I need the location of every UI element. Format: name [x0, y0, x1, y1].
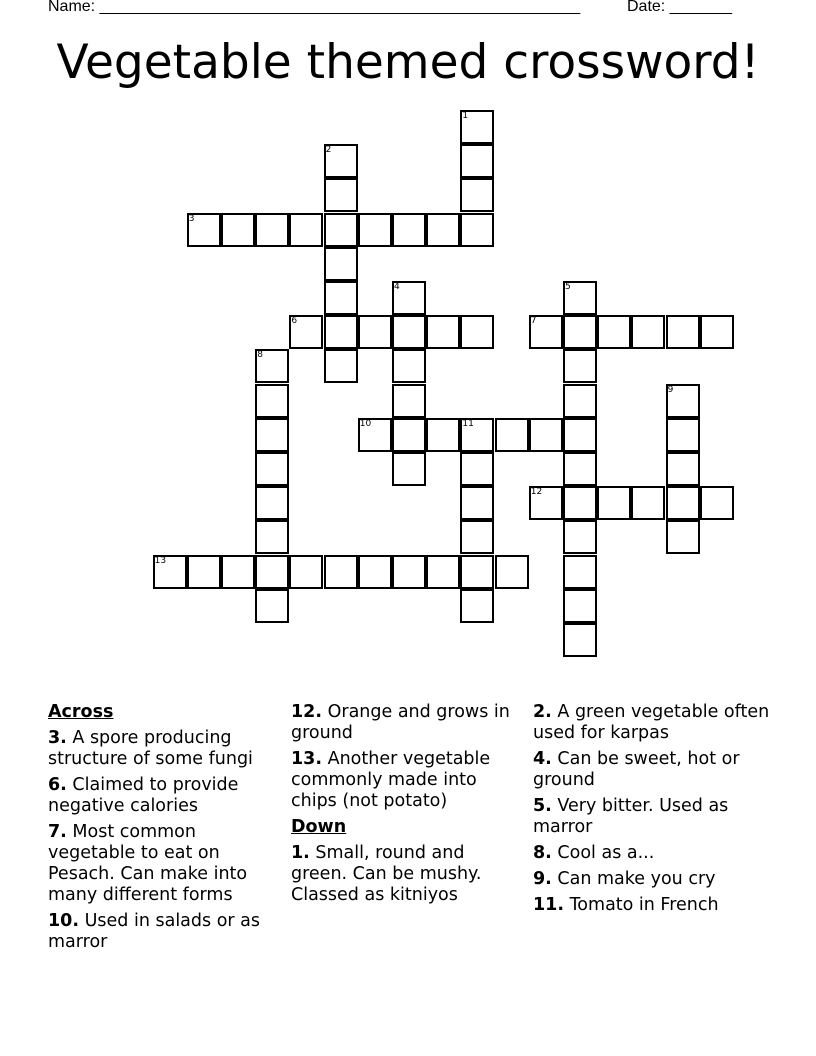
crossword-cell[interactable] [631, 486, 665, 520]
clue-number: 9. [533, 869, 552, 889]
crossword-clue-number: 8 [257, 350, 263, 361]
clue-text: Orange and grows in ground [291, 702, 510, 743]
clue-across-13 [291, 749, 523, 812]
crossword-cell[interactable] [255, 452, 289, 486]
crossword-cell[interactable] [392, 555, 426, 589]
crossword-cell[interactable] [392, 384, 426, 418]
crossword-clue-number: 12 [530, 487, 543, 498]
clues-column-1 [48, 702, 280, 958]
clue-text: A green vegetable often used for karpas [533, 702, 770, 743]
crossword-cell[interactable] [358, 315, 392, 349]
crossword-cell[interactable] [563, 589, 597, 623]
clue-number: 2. [533, 702, 552, 722]
clue-down-1 [291, 843, 523, 906]
clue-text: Can be sweet, hot or ground [533, 749, 740, 790]
crossword-cell[interactable] [460, 452, 494, 486]
crossword-cell[interactable] [460, 213, 494, 247]
crossword-cell[interactable] [666, 452, 700, 486]
crossword-clue-number: 9 [667, 384, 674, 395]
crossword-cell[interactable] [255, 555, 289, 589]
clue-number: 12. [291, 702, 323, 722]
clue-text: Another vegetable commonly made into chips (not potato) [291, 749, 491, 811]
clue-down-5 [533, 796, 773, 838]
crossword-cell[interactable] [700, 486, 734, 520]
crossword-cell[interactable] [324, 349, 358, 383]
crossword-cell[interactable] [324, 178, 358, 212]
clue-text: Very bitter. Used as marror [533, 796, 729, 837]
crossword-cell[interactable] [597, 486, 631, 520]
crossword-clue-number: 10 [359, 418, 372, 429]
clue-number: 4. [533, 749, 552, 769]
clue-number: 8. [533, 843, 552, 863]
crossword-clue-number: 2 [325, 145, 332, 156]
crossword-cell[interactable] [563, 418, 597, 452]
crossword-cell[interactable] [392, 418, 426, 452]
crossword-cell[interactable] [255, 520, 289, 554]
crossword-cell[interactable] [563, 349, 597, 383]
crossword-cell[interactable] [426, 213, 460, 247]
name-field-label: Name: ______________________________________________________ [48, 0, 581, 15]
clue-number: 11. [533, 895, 565, 915]
date-field-label: Date: _______ [627, 0, 732, 15]
clue-across-3 [48, 728, 280, 770]
crossword-cell[interactable] [460, 555, 494, 589]
crossword-cell[interactable] [255, 486, 289, 520]
clue-number: 10. [48, 911, 80, 931]
crossword-cell[interactable] [187, 555, 221, 589]
crossword-cell[interactable] [358, 213, 392, 247]
clue-down-9 [533, 869, 773, 890]
crossword-cell[interactable] [324, 247, 358, 281]
crossword-cell[interactable] [563, 452, 597, 486]
clue-number: 6. [48, 775, 67, 795]
crossword-cell[interactable] [563, 623, 597, 657]
crossword-cell[interactable] [597, 315, 631, 349]
crossword-cell[interactable] [221, 213, 255, 247]
crossword-cell[interactable] [529, 418, 563, 452]
clue-across-7 [48, 822, 280, 906]
clue-down-11 [533, 895, 773, 916]
crossword-cell[interactable] [255, 589, 289, 623]
crossword-cell[interactable] [289, 555, 323, 589]
clue-text: Small, round and green. Can be mushy. Classed as kitniyos [291, 843, 482, 905]
crossword-cell[interactable] [255, 213, 289, 247]
crossword-clue-number: 7 [530, 316, 537, 327]
crossword-cell[interactable] [289, 213, 323, 247]
crossword-cell[interactable] [392, 452, 426, 486]
crossword-cell[interactable] [563, 520, 597, 554]
clue-text: Used in salads or as marror [48, 911, 260, 952]
crossword-clue-number: 11 [462, 418, 474, 429]
clue-text: Claimed to provide negative calories [48, 775, 239, 816]
crossword-cell[interactable] [666, 520, 700, 554]
clues-column-2 [291, 702, 523, 911]
crossword-cell[interactable] [255, 418, 289, 452]
crossword-cell[interactable] [460, 520, 494, 554]
clue-number: 13. [291, 749, 323, 769]
crossword-cell[interactable] [221, 555, 255, 589]
crossword-cell[interactable] [563, 384, 597, 418]
clue-across-12 [291, 702, 523, 744]
crossword-cell[interactable] [666, 486, 700, 520]
crossword-cell[interactable] [392, 315, 426, 349]
crossword-cell[interactable] [631, 315, 665, 349]
crossword-cell[interactable] [324, 555, 358, 589]
clues-column-3 [533, 702, 773, 921]
crossword-clue-number: 13 [154, 555, 167, 566]
crossword-cell[interactable] [324, 315, 358, 349]
clue-number: 1. [291, 843, 310, 863]
crossword-cell[interactable] [426, 315, 460, 349]
crossword-cell[interactable] [324, 281, 358, 315]
page-title: Vegetable themed crossword! [56, 35, 760, 90]
crossword-cell[interactable] [460, 486, 494, 520]
clue-down-8 [533, 843, 773, 864]
crossword-clue-number: 5 [565, 282, 571, 292]
crossword-cell[interactable] [460, 589, 494, 623]
clue-text: Cool as a... [557, 843, 655, 863]
crossword-cell[interactable] [563, 555, 597, 589]
crossword-cell[interactable] [460, 178, 494, 212]
crossword-cell[interactable] [255, 384, 289, 418]
crossword-cell[interactable] [563, 486, 597, 520]
crossword-cell[interactable] [495, 418, 529, 452]
clue-across-6 [48, 775, 280, 817]
crossword-cell[interactable] [495, 555, 529, 589]
crossword-cell[interactable] [426, 418, 460, 452]
clue-text: Tomato in French [569, 895, 719, 915]
crossword-clue-number: 1 [462, 111, 469, 121]
crossword-clue-number: 4 [394, 282, 400, 292]
crossword-cell[interactable] [392, 349, 426, 383]
clue-number: 3. [48, 728, 67, 748]
clue-number: 7. [48, 822, 67, 842]
crossword-clue-number: 6 [291, 316, 298, 327]
clue-across-10 [48, 911, 280, 953]
crossword-clue-number: 3 [188, 213, 195, 224]
crossword-cell[interactable] [666, 315, 700, 349]
crossword-cell[interactable] [666, 418, 700, 452]
crossword-cell[interactable] [324, 213, 358, 247]
crossword-cell[interactable] [358, 555, 392, 589]
crossword-cell[interactable] [563, 315, 597, 349]
worksheet-header [48, 0, 748, 20]
crossword-cell[interactable] [392, 213, 426, 247]
crossword-cell[interactable] [460, 144, 494, 178]
crossword-cell[interactable] [700, 315, 734, 349]
clue-down-4 [533, 749, 773, 791]
clue-text: Can make you cry [557, 869, 716, 889]
crossword-cell[interactable] [426, 555, 460, 589]
down-heading: Down [291, 817, 347, 837]
clue-down-2 [533, 702, 773, 744]
clue-text: A spore producing structure of some fungi [48, 728, 253, 769]
clue-text: Most common vegetable to eat on Pesach. Can make into many different forms [48, 822, 248, 905]
crossword-cell[interactable] [460, 315, 494, 349]
across-heading: Across [48, 702, 114, 722]
clue-number: 5. [533, 796, 552, 816]
